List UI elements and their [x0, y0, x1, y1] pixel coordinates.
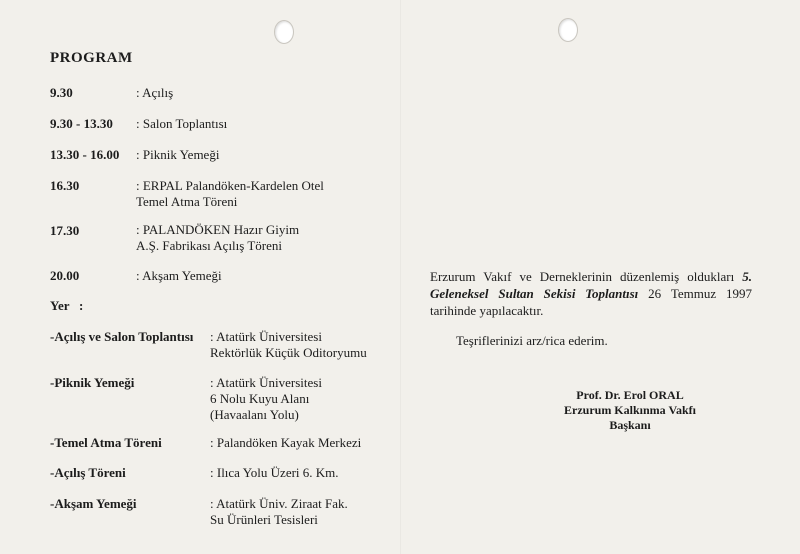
- meeting-name: 5. Geleneksel Sultan Sekisi Toplantısı: [430, 269, 752, 301]
- schedule-time: 9.30 - 13.30: [50, 116, 113, 131]
- signatory-org: Erzurum Kalkınma Vakfı: [563, 403, 697, 417]
- invitation-text-part1: Erzurum Vakıf ve Derneklerinin düzenlemiş oldukları: [430, 269, 743, 284]
- invitation-text-part2: 26 Temmuz 1997 tarihinde yapılacaktır.: [430, 286, 752, 318]
- location-label: -Piknik Yemeği: [50, 375, 135, 390]
- schedule-event: : Salon Toplantısı: [136, 116, 228, 131]
- schedule-time: 17.30: [50, 223, 80, 238]
- center-fold: [400, 0, 401, 554]
- schedule-event: : Akşam Yemeği: [136, 268, 222, 283]
- location-heading: Yer :: [50, 298, 84, 313]
- regards-line: Teşriflerinizi arz/rica ederim.: [456, 333, 608, 348]
- punch-hole: [274, 20, 294, 44]
- location-value: : Atatürk Üniversitesi 6 Nolu Kuyu Alanı (Havaalanı Yolu): [210, 375, 322, 422]
- location-value: : Atatürk Üniversitesi Rektörlük Küçük Oditoryumu: [210, 329, 367, 360]
- location-label: -Akşam Yemeği: [50, 496, 137, 511]
- schedule-time: 13.30 - 16.00: [50, 147, 120, 162]
- location-value: : Palandöken Kayak Merkezi: [210, 435, 362, 450]
- program-title: PROGRAM: [50, 50, 133, 66]
- location-label: -Açılış ve Salon Toplantısı: [50, 329, 194, 344]
- signatory-role: Başkanı: [609, 418, 651, 432]
- location-value: : Ilıca Yolu Üzeri 6. Km.: [210, 465, 339, 480]
- location-label: -Açılış Töreni: [50, 465, 126, 480]
- schedule-time: 20.00: [50, 268, 80, 283]
- invitation-text: [430, 268, 752, 319]
- schedule-event: : Açılış: [136, 85, 174, 100]
- location-value: : Atatürk Üniv. Ziraat Fak. Su Ürünleri Tesisleri: [210, 496, 348, 527]
- punch-hole: [558, 18, 578, 42]
- schedule-event: : Piknik Yemeği: [136, 147, 220, 162]
- schedule-event: : ERPAL Palandöken-Kardelen Otel Temel Atma Töreni: [136, 178, 324, 209]
- schedule-event: : PALANDÖKEN Hazır Giyim A.Ş. Fabrikası Açılış Töreni: [136, 222, 300, 253]
- schedule-time: 9.30: [50, 85, 73, 100]
- schedule-time: 16.30: [50, 178, 80, 193]
- signatory-name: Prof. Dr. Erol ORAL: [576, 388, 684, 402]
- signature-block: [520, 388, 740, 433]
- location-label: -Temel Atma Töreni: [50, 435, 162, 450]
